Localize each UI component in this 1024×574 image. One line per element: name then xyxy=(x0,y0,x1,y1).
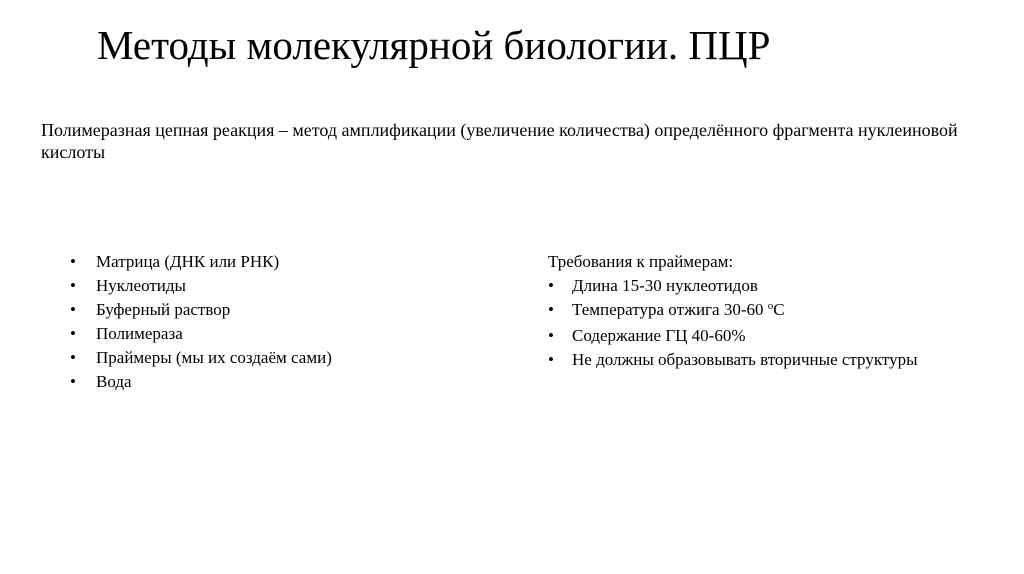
requirement-length: Длина 15-30 нуклеотидов xyxy=(572,276,758,295)
list-item xyxy=(70,274,490,298)
bullet-icon: • xyxy=(548,350,554,369)
list-item xyxy=(70,298,490,322)
bullet-icon: • xyxy=(70,252,76,271)
list-item xyxy=(70,322,490,346)
list-item xyxy=(70,250,490,274)
component-water: Вода xyxy=(96,372,132,391)
requirement-gc-content: Содержание ГЦ 40-60% xyxy=(572,326,746,345)
primer-requirements-heading: Требования к праймерам: xyxy=(548,252,734,271)
component-primers: Праймеры (мы их создаём сами) xyxy=(96,348,332,367)
bullet-icon: • xyxy=(70,324,76,343)
bullet-icon: • xyxy=(70,348,76,367)
list-item xyxy=(548,298,1008,324)
pcr-components-list xyxy=(70,250,490,394)
primer-requirements xyxy=(548,250,1008,372)
bullet-icon: • xyxy=(548,326,554,345)
primer-requirements-list xyxy=(548,274,1008,372)
bullet-icon: • xyxy=(548,276,554,295)
temperature-unit: С xyxy=(773,300,785,319)
component-polymerase: Полимераза xyxy=(96,324,183,343)
list-item xyxy=(70,346,490,370)
requirement-temperature-text: Температура отжига 30-60 xyxy=(572,300,768,319)
slide-title: Методы молекулярной биологии. ПЦР xyxy=(97,22,771,68)
component-buffer: Буферный раствор xyxy=(96,300,231,319)
component-matrix: Матрица (ДНК или РНК) xyxy=(96,252,280,271)
list-item xyxy=(548,324,1008,348)
list-item xyxy=(548,274,1008,298)
pcr-definition: Полимеразная цепная реакция – метод амплификации (увеличение количества) определённого фрагмента нуклеиновой кислоты xyxy=(41,120,958,162)
degree-superscript: о xyxy=(767,300,774,312)
list-item xyxy=(70,370,490,394)
list-item xyxy=(548,348,1008,372)
component-nucleotides: Нуклеотиды xyxy=(96,276,186,295)
requirement-secondary-structures: Не должны образовывать вторичные структуры xyxy=(572,350,918,369)
bullet-icon: • xyxy=(70,300,76,319)
bullet-icon: • xyxy=(70,276,76,295)
bullet-icon: • xyxy=(70,372,76,391)
bullet-icon: • xyxy=(548,300,554,319)
